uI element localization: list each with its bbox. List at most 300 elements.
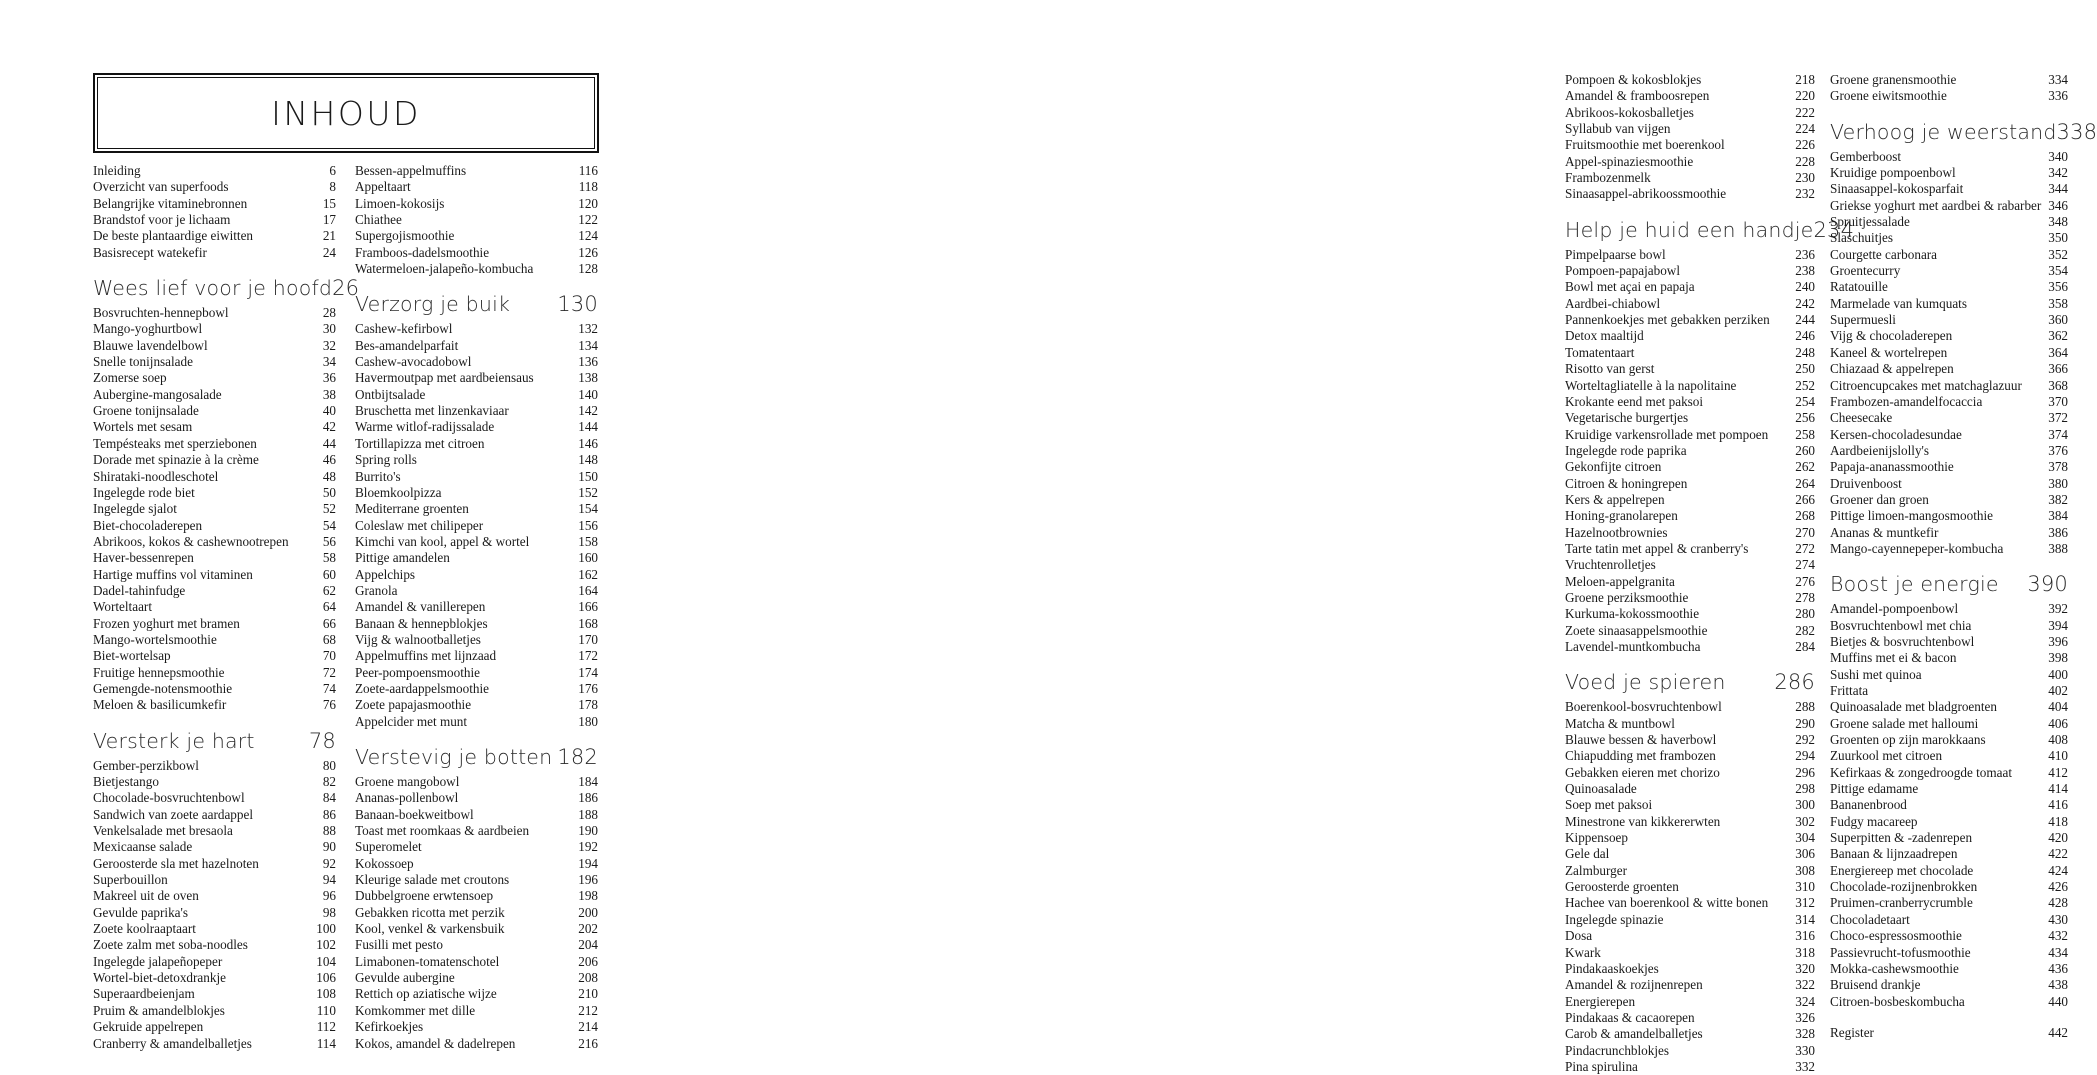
- toc-entry-page-number: 42: [322, 419, 336, 435]
- toc-entry[interactable]: [1565, 977, 1815, 993]
- toc-entry-title: Frambozen-amandelfocaccia: [1830, 393, 1983, 409]
- toc-entry[interactable]: [1565, 443, 1815, 459]
- toc-entry[interactable]: [355, 697, 598, 713]
- toc-entry[interactable]: [355, 632, 598, 648]
- toc-entry-title: Banaan & lijnzaadrepen: [1830, 846, 1958, 862]
- toc-section-heading[interactable]: [355, 744, 598, 770]
- toc-section-title: Help je huid een handje: [1565, 217, 1814, 242]
- toc-entry-page-number: 308: [1795, 862, 1815, 878]
- toc-entry[interactable]: [93, 839, 336, 855]
- toc-entry[interactable]: [93, 905, 336, 921]
- toc-entry[interactable]: [1565, 699, 1815, 715]
- toc-entry[interactable]: [1830, 732, 2068, 748]
- toc-entry[interactable]: [1565, 623, 1815, 639]
- toc-entry-page-number: 100: [316, 921, 336, 937]
- toc-entry-title: Biet-wortelsap: [93, 648, 171, 664]
- toc-entry-title: Superomelet: [355, 839, 422, 855]
- toc-entry[interactable]: [93, 387, 336, 403]
- toc-entry[interactable]: [1830, 683, 2068, 699]
- toc-entry[interactable]: [1565, 459, 1815, 475]
- toc-entry[interactable]: [1565, 361, 1815, 377]
- toc-entry[interactable]: [1830, 650, 2068, 666]
- toc-entry-page-number: 254: [1795, 393, 1815, 409]
- toc-entry[interactable]: [93, 758, 336, 774]
- toc-entry[interactable]: [355, 616, 598, 632]
- toc-entry[interactable]: [1830, 214, 2068, 230]
- toc-entry-page-number: 62: [322, 582, 336, 598]
- toc-entry[interactable]: [93, 1019, 336, 1035]
- toc-entry[interactable]: [355, 469, 598, 485]
- toc-entry-page-number: 48: [322, 468, 336, 484]
- toc-entry[interactable]: [355, 807, 598, 823]
- toc-entry[interactable]: [1830, 716, 2068, 732]
- toc-entry[interactable]: [1830, 814, 2068, 830]
- toc-entry[interactable]: [93, 599, 336, 615]
- toc-entry[interactable]: [1830, 1025, 2068, 1041]
- toc-entry[interactable]: [1830, 378, 2068, 394]
- toc-entry[interactable]: [1565, 830, 1815, 846]
- toc-entry[interactable]: [355, 338, 598, 354]
- toc-entry[interactable]: [355, 681, 598, 697]
- toc-entry[interactable]: [355, 419, 598, 435]
- toc-entry[interactable]: [93, 228, 336, 244]
- toc-entry[interactable]: [355, 501, 598, 517]
- toc-entry[interactable]: [355, 163, 598, 179]
- toc-entry[interactable]: [93, 321, 336, 337]
- toc-entry-page-number: 134: [578, 337, 598, 353]
- toc-entry[interactable]: [355, 599, 598, 615]
- toc-entry[interactable]: [1565, 1026, 1815, 1042]
- toc-entry-title: Pittige amandelen: [355, 550, 450, 566]
- toc-entry[interactable]: [1565, 879, 1815, 895]
- toc-entry[interactable]: [93, 179, 336, 195]
- toc-entry-page-number: 358: [2048, 295, 2068, 311]
- toc-entry[interactable]: [93, 681, 336, 697]
- toc-entry-title: Brandstof voor je lichaam: [93, 212, 231, 228]
- toc-entry[interactable]: [93, 469, 336, 485]
- toc-entry[interactable]: [1565, 765, 1815, 781]
- toc-entry[interactable]: [355, 518, 598, 534]
- toc-entry-page-number: 80: [322, 757, 336, 773]
- toc-entry-page-number: 344: [2048, 181, 2068, 197]
- toc-entry[interactable]: [1565, 846, 1815, 862]
- toc-entry[interactable]: [1565, 263, 1815, 279]
- toc-entry[interactable]: [1830, 830, 2068, 846]
- toc-entry[interactable]: [93, 196, 336, 212]
- toc-entry[interactable]: [93, 338, 336, 354]
- toc-entry-page-number: 230: [1795, 170, 1815, 186]
- toc-entry-title: Passievrucht-tofusmoothie: [1830, 944, 1971, 960]
- toc-section-title: Wees lief voor je hoofd: [93, 276, 333, 301]
- toc-entry[interactable]: [1830, 961, 2068, 977]
- toc-entry-title: Watermeloen-jalapeño-kombucha: [355, 261, 534, 277]
- toc-section-heading[interactable]: [355, 291, 598, 317]
- toc-entry[interactable]: [1830, 181, 2068, 197]
- toc-entry-title: Chocolade-bosvruchtenbowl: [93, 790, 245, 806]
- toc-entry-title: Pompoen-papajabowl: [1565, 263, 1680, 279]
- toc-entry[interactable]: [1830, 459, 2068, 475]
- toc-entry[interactable]: [93, 888, 336, 904]
- toc-entry-title: Groene eiwitsmoothie: [1830, 88, 1947, 104]
- toc-entry[interactable]: [1830, 667, 2068, 683]
- toc-entry[interactable]: [93, 823, 336, 839]
- toc-entry[interactable]: [355, 665, 598, 681]
- toc-entry[interactable]: [355, 179, 598, 195]
- toc-entry[interactable]: [1830, 748, 2068, 764]
- toc-entry-page-number: 280: [1795, 606, 1815, 622]
- toc-entry[interactable]: [1565, 247, 1815, 263]
- toc-entry[interactable]: [1565, 72, 1815, 88]
- toc-entry-page-number: 54: [322, 517, 336, 533]
- toc-entry[interactable]: [1830, 427, 2068, 443]
- toc-entry[interactable]: [93, 163, 336, 179]
- toc-entry[interactable]: [1830, 394, 2068, 410]
- toc-entry[interactable]: [355, 921, 598, 937]
- toc-entry[interactable]: [1830, 410, 2068, 426]
- toc-entry[interactable]: [355, 872, 598, 888]
- toc-entry-page-number: 442: [2048, 1024, 2068, 1040]
- toc-entry[interactable]: [355, 583, 598, 599]
- toc-entry[interactable]: [1830, 977, 2068, 993]
- toc-entry-page-number: 316: [1795, 928, 1815, 944]
- toc-entry[interactable]: [1830, 88, 2068, 104]
- toc-entry[interactable]: [1830, 149, 2068, 165]
- toc-entry[interactable]: [355, 567, 598, 583]
- toc-entry-title: Gele dal: [1565, 846, 1610, 862]
- toc-entry-title: Havermoutpap met aardbeiensaus: [355, 370, 534, 386]
- toc-entry[interactable]: [1830, 699, 2068, 715]
- toc-entry[interactable]: [93, 370, 336, 386]
- toc-entry-page-number: 74: [322, 680, 336, 696]
- toc-entry[interactable]: [355, 387, 598, 403]
- toc-entry[interactable]: [1565, 88, 1815, 104]
- toc-section-page-number: 390: [2027, 572, 2068, 597]
- toc-entry-page-number: 260: [1795, 442, 1815, 458]
- toc-entry[interactable]: [1830, 247, 2068, 263]
- toc-entry[interactable]: [355, 228, 598, 244]
- toc-entry[interactable]: [1830, 928, 2068, 944]
- toc-entry[interactable]: [1830, 328, 2068, 344]
- toc-entry[interactable]: [1565, 121, 1815, 137]
- toc-entry[interactable]: [355, 534, 598, 550]
- toc-entry[interactable]: [1830, 165, 2068, 181]
- toc-entry[interactable]: [1565, 961, 1815, 977]
- toc-entry[interactable]: [93, 774, 336, 790]
- toc-entry[interactable]: [355, 1003, 598, 1019]
- toc-entry[interactable]: [1830, 601, 2068, 617]
- toc-entry[interactable]: [1830, 765, 2068, 781]
- toc-entry[interactable]: [1565, 557, 1815, 573]
- toc-entry[interactable]: [93, 970, 336, 986]
- toc-entry-page-number: 296: [1795, 764, 1815, 780]
- toc-entry-title: Groener dan groen: [1830, 491, 1929, 507]
- toc-entry-page-number: 52: [322, 501, 336, 517]
- toc-entry-page-number: 84: [322, 790, 336, 806]
- toc-entry[interactable]: [1565, 476, 1815, 492]
- toc-entry[interactable]: [1830, 361, 2068, 377]
- toc-entry[interactable]: [1830, 296, 2068, 312]
- toc-entry-title: Pittige limoen-mangosmoothie: [1830, 508, 1993, 524]
- toc-entry[interactable]: [1830, 525, 2068, 541]
- toc-entry[interactable]: [93, 518, 336, 534]
- toc-entry[interactable]: [93, 790, 336, 806]
- toc-entry[interactable]: [355, 452, 598, 468]
- toc-entry[interactable]: [355, 1036, 598, 1052]
- toc-entry[interactable]: [1830, 312, 2068, 328]
- toc-entry[interactable]: [1565, 748, 1815, 764]
- toc-entry[interactable]: [93, 485, 336, 501]
- toc-entry[interactable]: [93, 954, 336, 970]
- toc-entry[interactable]: [1565, 912, 1815, 928]
- toc-entry[interactable]: [1565, 410, 1815, 426]
- toc-entry[interactable]: [355, 261, 598, 277]
- toc-entry[interactable]: [1565, 170, 1815, 186]
- toc-entry[interactable]: [355, 403, 598, 419]
- toc-entry-title: Appelcider met munt: [355, 713, 468, 729]
- toc-entry[interactable]: [1565, 492, 1815, 508]
- toc-entry[interactable]: [1830, 345, 2068, 361]
- toc-entry[interactable]: [93, 534, 336, 550]
- toc-entry[interactable]: [355, 436, 598, 452]
- toc-entry[interactable]: [355, 970, 598, 986]
- toc-entry-page-number: 214: [578, 1019, 598, 1035]
- toc-entry[interactable]: [355, 196, 598, 212]
- toc-entry-page-number: 206: [578, 953, 598, 969]
- toc-entry[interactable]: [1830, 508, 2068, 524]
- toc-entry[interactable]: [1565, 328, 1815, 344]
- toc-entry[interactable]: [1565, 154, 1815, 170]
- toc-entry[interactable]: [355, 1019, 598, 1035]
- toc-entry[interactable]: [1565, 994, 1815, 1010]
- toc-entry-title: Citroencupcakes met matchaglazuur: [1830, 377, 2022, 393]
- toc-entry[interactable]: [1565, 606, 1815, 622]
- toc-entry[interactable]: [1565, 525, 1815, 541]
- toc-entry-title: Energiereep met chocolade: [1830, 862, 1974, 878]
- toc-section-page-number: 286: [1774, 670, 1815, 695]
- toc-entry-page-number: 268: [1795, 508, 1815, 524]
- toc-entry[interactable]: [93, 403, 336, 419]
- toc-entry[interactable]: [1565, 378, 1815, 394]
- toc-entry[interactable]: [93, 1003, 336, 1019]
- toc-entry[interactable]: [93, 567, 336, 583]
- toc-entry[interactable]: [1830, 492, 2068, 508]
- toc-entry[interactable]: [1830, 945, 2068, 961]
- toc-entry-title: Cashew-avocadobowl: [355, 354, 472, 370]
- toc-entry[interactable]: [1830, 879, 2068, 895]
- toc-entry-title: Amandel & vanillerepen: [355, 599, 486, 615]
- toc-entry[interactable]: [1565, 296, 1815, 312]
- toc-entry[interactable]: [1565, 1010, 1815, 1026]
- toc-entry[interactable]: [1830, 912, 2068, 928]
- toc-entry-page-number: 76: [322, 697, 336, 713]
- toc-entry[interactable]: [93, 1036, 336, 1052]
- toc-section-heading[interactable]: [1830, 119, 2097, 145]
- toc-entry[interactable]: [355, 905, 598, 921]
- toc-entry[interactable]: [355, 823, 598, 839]
- toc-entry-page-number: 302: [1795, 813, 1815, 829]
- toc-entry[interactable]: [1565, 1059, 1815, 1075]
- page-left: [0, 0, 720, 1051]
- toc-entry[interactable]: [1565, 279, 1815, 295]
- toc-entry[interactable]: [93, 648, 336, 664]
- toc-entry[interactable]: [1565, 137, 1815, 153]
- toc-section-page-number: 338: [2056, 119, 2097, 144]
- toc-entry-title: Biet-chocoladerepen: [93, 517, 203, 533]
- toc-entry-title: Appelmuffins met lijnzaad: [355, 648, 497, 664]
- toc-entry[interactable]: [1830, 279, 2068, 295]
- toc-entry[interactable]: [1830, 618, 2068, 634]
- toc-entry-page-number: 352: [2048, 246, 2068, 262]
- toc-entry[interactable]: [93, 632, 336, 648]
- toc-section-heading[interactable]: [1565, 669, 1815, 695]
- toc-entry[interactable]: [1565, 1043, 1815, 1059]
- toc-entry-page-number: 160: [578, 550, 598, 566]
- toc-column-4: [1830, 72, 2097, 1041]
- toc-entry[interactable]: [1565, 863, 1815, 879]
- toc-entry[interactable]: [93, 501, 336, 517]
- toc-entry[interactable]: [1565, 590, 1815, 606]
- toc-entry[interactable]: [1830, 781, 2068, 797]
- toc-entry[interactable]: [1565, 186, 1815, 202]
- toc-entry-title: Ratatouille: [1830, 279, 1888, 295]
- toc-entry-page-number: 60: [322, 566, 336, 582]
- toc-entry-title: Abrikoos-kokosballetjes: [1565, 104, 1694, 120]
- toc-entry[interactable]: [355, 839, 598, 855]
- toc-entry[interactable]: [1565, 928, 1815, 944]
- toc-entry[interactable]: [355, 370, 598, 386]
- toc-entry[interactable]: [93, 856, 336, 872]
- toc-entry[interactable]: [93, 986, 336, 1002]
- toc-entry[interactable]: [1565, 716, 1815, 732]
- toc-entry-title: Zoete papajasmoothie: [355, 697, 472, 713]
- toc-entry[interactable]: [355, 986, 598, 1002]
- toc-entry-title: Groene tonijnsalade: [93, 403, 199, 419]
- toc-entry-page-number: 350: [2048, 230, 2068, 246]
- toc-entry[interactable]: [355, 714, 598, 730]
- toc-entry-page-number: 192: [578, 839, 598, 855]
- toc-entry-title: Ingelegde jalapeñopeper: [93, 953, 223, 969]
- toc-entry-title: Pimpelpaarse bowl: [1565, 246, 1666, 262]
- toc-entry-page-number: 282: [1795, 622, 1815, 638]
- toc-entry[interactable]: [1830, 846, 2068, 862]
- toc-entry[interactable]: [1565, 639, 1815, 655]
- toc-entry[interactable]: [1830, 443, 2068, 459]
- toc-entry-title: Citroen-bosbeskombucha: [1830, 993, 1965, 1009]
- toc-entry[interactable]: [1565, 895, 1815, 911]
- toc-section-heading[interactable]: [1830, 571, 2068, 597]
- toc-entry[interactable]: [93, 583, 336, 599]
- toc-entry-title: Makreel uit de oven: [93, 888, 199, 904]
- toc-entry[interactable]: [355, 321, 598, 337]
- toc-entry[interactable]: [1830, 541, 2068, 557]
- toc-entry[interactable]: [1565, 814, 1815, 830]
- toc-entry-page-number: 240: [1795, 279, 1815, 295]
- toc-entry[interactable]: [93, 550, 336, 566]
- toc-entry-page-number: 336: [2048, 88, 2068, 104]
- toc-entry[interactable]: [1565, 732, 1815, 748]
- toc-entry[interactable]: [93, 807, 336, 823]
- toc-entry[interactable]: [1830, 994, 2068, 1010]
- toc-entry[interactable]: [355, 937, 598, 953]
- toc-entry[interactable]: [93, 436, 336, 452]
- toc-entry[interactable]: [1565, 541, 1815, 557]
- toc-entry-page-number: 90: [322, 839, 336, 855]
- toc-section-heading[interactable]: [93, 728, 336, 754]
- toc-entry[interactable]: [1830, 797, 2068, 813]
- toc-entry[interactable]: [93, 452, 336, 468]
- toc-entry[interactable]: [355, 245, 598, 261]
- toc-entry[interactable]: [93, 921, 336, 937]
- toc-entry-page-number: 294: [1795, 748, 1815, 764]
- toc-entry-title: Chocoladetaart: [1830, 911, 1910, 927]
- toc-entry[interactable]: [355, 212, 598, 228]
- toc-entry[interactable]: [93, 616, 336, 632]
- toc-entry[interactable]: [93, 665, 336, 681]
- toc-entry[interactable]: [355, 790, 598, 806]
- toc-entry[interactable]: [1830, 476, 2068, 492]
- toc-entry[interactable]: [355, 856, 598, 872]
- toc-entry[interactable]: [1565, 105, 1815, 121]
- toc-entry[interactable]: [93, 697, 336, 713]
- toc-entry-page-number: 440: [2048, 993, 2068, 1009]
- toc-entry[interactable]: [1830, 863, 2068, 879]
- toc-entry[interactable]: [355, 954, 598, 970]
- toc-entry[interactable]: [1565, 394, 1815, 410]
- toc-entry[interactable]: [1830, 72, 2068, 88]
- toc-entry[interactable]: [1830, 895, 2068, 911]
- toc-entry-title: Bruisend drankje: [1830, 977, 1921, 993]
- toc-entry[interactable]: [1830, 198, 2068, 214]
- toc-entry[interactable]: [93, 937, 336, 953]
- toc-entry-page-number: 300: [1795, 797, 1815, 813]
- toc-entry[interactable]: [1830, 230, 2068, 246]
- toc-entry[interactable]: [93, 872, 336, 888]
- toc-entry[interactable]: [1565, 797, 1815, 813]
- toc-section-heading[interactable]: [1565, 217, 1855, 243]
- toc-entry[interactable]: [355, 774, 598, 790]
- toc-entry[interactable]: [1565, 574, 1815, 590]
- toc-entry-title: Bosvruchtenbowl met chia: [1830, 617, 1972, 633]
- toc-entry[interactable]: [93, 245, 336, 261]
- toc-entry[interactable]: [93, 212, 336, 228]
- toc-entry[interactable]: [1565, 508, 1815, 524]
- toc-entry[interactable]: [93, 419, 336, 435]
- toc-entry[interactable]: [93, 305, 336, 321]
- toc-entry-page-number: 330: [1795, 1042, 1815, 1058]
- toc-entry[interactable]: [1565, 781, 1815, 797]
- toc-entry-title: Aardbei-chiabowl: [1565, 295, 1661, 311]
- toc-entry[interactable]: [355, 485, 598, 501]
- toc-entry[interactable]: [1565, 427, 1815, 443]
- toc-entry-page-number: 396: [2048, 633, 2068, 649]
- toc-entry[interactable]: [93, 354, 336, 370]
- toc-entry[interactable]: [355, 888, 598, 904]
- toc-entry-page-number: 430: [2048, 911, 2068, 927]
- toc-entry[interactable]: [1565, 945, 1815, 961]
- toc-section-heading[interactable]: [93, 275, 360, 301]
- toc-entry[interactable]: [355, 354, 598, 370]
- toc-entry-page-number: 222: [1795, 104, 1815, 120]
- toc-entry[interactable]: [1830, 634, 2068, 650]
- toc-entry-title: Chocolade-rozijnenbrokken: [1830, 879, 1978, 895]
- toc-entry[interactable]: [1565, 345, 1815, 361]
- toc-entry-title: Groene perziksmoothie: [1565, 589, 1689, 605]
- toc-entry-title: Zoete koolraaptaart: [93, 921, 196, 937]
- toc-entry[interactable]: [1565, 312, 1815, 328]
- toc-entry[interactable]: [1830, 263, 2068, 279]
- toc-entry[interactable]: [355, 648, 598, 664]
- toc-entry[interactable]: [355, 550, 598, 566]
